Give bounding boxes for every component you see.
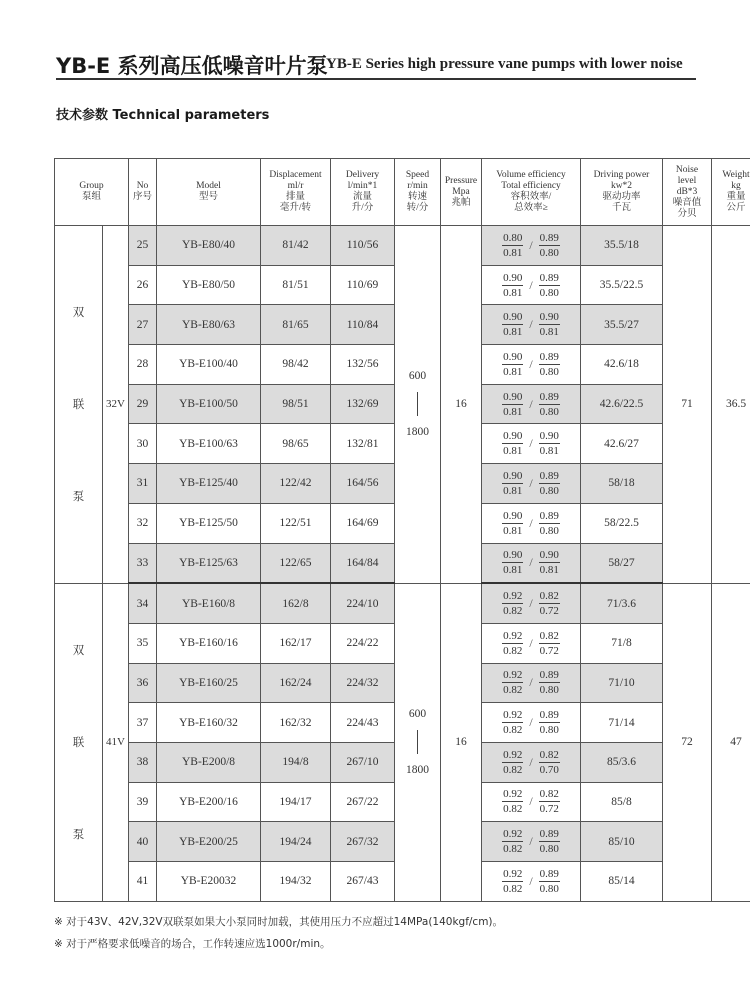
footnote: ※ 对于严格要求低噪音的场合，工作转速应选1000r/min。	[54, 938, 331, 950]
row-number: 41	[129, 862, 157, 902]
range-bar	[417, 392, 418, 416]
row-delivery: 267/22	[331, 782, 395, 822]
row-displacement: 122/65	[261, 543, 331, 583]
row-delivery: 224/43	[331, 703, 395, 743]
table-row	[55, 583, 750, 623]
total-efficiency-bottom: 0.80	[539, 524, 559, 537]
group-char: 双	[72, 305, 85, 320]
weight-cell: 47	[712, 583, 750, 901]
header-efficiency: Volume efficiency Total efficiency 容积效率/ 总效率≥	[482, 159, 581, 226]
volume-efficiency-top: 0.92	[503, 629, 523, 642]
volume-efficiency-bottom: 0.81	[503, 365, 523, 378]
volume-efficiency-top: 0.92	[503, 828, 523, 841]
volume-efficiency-top: 0.92	[503, 867, 523, 880]
volume-efficiency-top: 0.92	[503, 788, 523, 801]
group-char: 联	[72, 735, 85, 750]
row-driving-power: 71/14	[581, 703, 663, 743]
table-header-row	[55, 159, 750, 226]
row-model: YB-E200/25	[157, 822, 261, 862]
row-number: 39	[129, 782, 157, 822]
row-efficiency	[482, 503, 581, 543]
row-delivery: 132/81	[331, 424, 395, 464]
row-efficiency	[482, 345, 581, 385]
slash-separator: /	[529, 475, 533, 490]
total-efficiency-top: 0.82	[539, 629, 559, 642]
row-efficiency	[482, 862, 581, 902]
speed-max: 1800	[406, 426, 429, 439]
slash-separator: /	[529, 317, 533, 332]
total-efficiency-top: 0.89	[539, 828, 559, 841]
row-model: YB-E160/8	[157, 583, 261, 623]
total-efficiency-top: 0.89	[539, 867, 559, 880]
row-number: 29	[129, 384, 157, 424]
volume-efficiency-top: 0.90	[503, 549, 523, 562]
row-driving-power: 58/27	[581, 543, 663, 583]
row-delivery: 224/32	[331, 663, 395, 703]
row-displacement: 162/17	[261, 623, 331, 663]
row-driving-power: 85/14	[581, 862, 663, 902]
row-driving-power: 42.6/18	[581, 345, 663, 385]
row-number: 40	[129, 822, 157, 862]
row-model: YB-E80/40	[157, 226, 261, 266]
row-number: 38	[129, 742, 157, 782]
row-displacement: 122/42	[261, 464, 331, 504]
noise-cell: 72	[663, 583, 712, 901]
row-displacement: 81/51	[261, 265, 331, 305]
group-voltage-cell: 32V	[103, 226, 129, 584]
total-efficiency-bottom: 0.80	[539, 405, 559, 418]
slash-separator: /	[529, 356, 533, 371]
slash-separator: /	[529, 834, 533, 849]
total-efficiency-bottom: 0.81	[539, 564, 559, 577]
row-delivery: 164/56	[331, 464, 395, 504]
slash-separator: /	[529, 237, 533, 252]
header-model: Model 型号	[157, 159, 261, 226]
slash-separator: /	[529, 794, 533, 809]
slash-separator: /	[529, 873, 533, 888]
row-model: YB-E160/32	[157, 703, 261, 743]
total-efficiency-top: 0.90	[539, 549, 559, 562]
total-efficiency-top: 0.82	[539, 788, 559, 801]
row-delivery: 267/10	[331, 742, 395, 782]
volume-efficiency-bottom: 0.81	[503, 484, 523, 497]
row-efficiency	[482, 742, 581, 782]
row-number: 32	[129, 503, 157, 543]
speed-max: 1800	[406, 764, 429, 777]
total-efficiency-bottom: 0.80	[539, 365, 559, 378]
slash-separator: /	[529, 277, 533, 292]
volume-efficiency-bottom: 0.81	[503, 326, 523, 339]
slash-separator: /	[529, 436, 533, 451]
row-efficiency	[482, 226, 581, 266]
row-model: YB-E160/16	[157, 623, 261, 663]
row-number: 37	[129, 703, 157, 743]
total-efficiency-top: 0.89	[539, 669, 559, 682]
volume-efficiency-top: 0.80	[503, 231, 523, 244]
total-efficiency-bottom: 0.80	[539, 882, 559, 895]
row-model: YB-E100/63	[157, 424, 261, 464]
slash-separator: /	[529, 396, 533, 411]
volume-efficiency-bottom: 0.82	[503, 803, 523, 816]
total-efficiency-bottom: 0.81	[539, 445, 559, 458]
row-model: YB-E200/8	[157, 742, 261, 782]
row-number: 30	[129, 424, 157, 464]
total-efficiency-bottom: 0.80	[539, 843, 559, 856]
noise-cell: 71	[663, 226, 712, 584]
header-speed: Speed r/min 转速 转/分	[395, 159, 441, 226]
slash-separator: /	[529, 715, 533, 730]
row-driving-power: 42.6/22.5	[581, 384, 663, 424]
row-displacement: 98/51	[261, 384, 331, 424]
title-bar	[56, 50, 696, 80]
row-number: 31	[129, 464, 157, 504]
row-delivery: 132/56	[331, 345, 395, 385]
volume-efficiency-bottom: 0.82	[503, 684, 523, 697]
volume-efficiency-bottom: 0.81	[503, 564, 523, 577]
slash-separator: /	[529, 635, 533, 650]
row-efficiency	[482, 424, 581, 464]
group-char: 泵	[72, 489, 85, 504]
total-efficiency-top: 0.90	[539, 311, 559, 324]
volume-efficiency-top: 0.90	[503, 509, 523, 522]
table-body	[55, 226, 750, 902]
volume-efficiency-bottom: 0.82	[503, 843, 523, 856]
total-efficiency-bottom: 0.72	[539, 644, 559, 657]
volume-efficiency-top: 0.92	[503, 709, 523, 722]
row-displacement: 194/8	[261, 742, 331, 782]
row-driving-power: 85/10	[581, 822, 663, 862]
range-bar	[417, 730, 418, 754]
row-displacement: 81/65	[261, 305, 331, 345]
row-driving-power: 58/18	[581, 464, 663, 504]
row-efficiency	[482, 703, 581, 743]
row-number: 25	[129, 226, 157, 266]
total-efficiency-bottom: 0.80	[539, 286, 559, 299]
row-number: 26	[129, 265, 157, 305]
slash-separator: /	[529, 675, 533, 690]
row-delivery: 267/32	[331, 822, 395, 862]
row-efficiency	[482, 265, 581, 305]
row-driving-power: 71/8	[581, 623, 663, 663]
total-efficiency-top: 0.89	[539, 271, 559, 284]
page-title-english: YB-E Series high pressure vane pumps with lower noise	[326, 56, 683, 72]
header-displacement: Displacement ml/r 排量 毫升/转	[261, 159, 331, 226]
row-driving-power: 85/3.6	[581, 742, 663, 782]
table-row	[55, 226, 750, 266]
row-driving-power: 35.5/27	[581, 305, 663, 345]
group-char: 泵	[72, 827, 85, 842]
row-model: YB-E125/50	[157, 503, 261, 543]
row-efficiency	[482, 305, 581, 345]
row-number: 36	[129, 663, 157, 703]
group-char: 双	[72, 643, 85, 658]
row-efficiency	[482, 623, 581, 663]
row-number: 27	[129, 305, 157, 345]
row-efficiency	[482, 782, 581, 822]
volume-efficiency-top: 0.92	[503, 590, 523, 603]
volume-efficiency-top: 0.90	[503, 390, 523, 403]
total-efficiency-top: 0.89	[539, 350, 559, 363]
speed-range-cell	[395, 583, 441, 901]
volume-efficiency-bottom: 0.81	[503, 246, 523, 259]
row-model: YB-E80/63	[157, 305, 261, 345]
volume-efficiency-bottom: 0.81	[503, 286, 523, 299]
volume-efficiency-top: 0.90	[503, 469, 523, 482]
footnotes	[54, 911, 503, 955]
row-efficiency	[482, 384, 581, 424]
volume-efficiency-bottom: 0.82	[503, 644, 523, 657]
row-delivery: 224/22	[331, 623, 395, 663]
row-model: YB-E100/40	[157, 345, 261, 385]
row-delivery: 110/84	[331, 305, 395, 345]
row-displacement: 122/51	[261, 503, 331, 543]
row-driving-power: 85/8	[581, 782, 663, 822]
row-efficiency	[482, 822, 581, 862]
row-delivery: 132/69	[331, 384, 395, 424]
row-delivery: 224/10	[331, 583, 395, 623]
row-displacement: 194/24	[261, 822, 331, 862]
total-efficiency-bottom: 0.70	[539, 763, 559, 776]
volume-efficiency-top: 0.90	[503, 350, 523, 363]
total-efficiency-top: 0.89	[539, 709, 559, 722]
volume-efficiency-top: 0.90	[503, 311, 523, 324]
row-displacement: 194/17	[261, 782, 331, 822]
total-efficiency-bottom: 0.80	[539, 484, 559, 497]
volume-efficiency-bottom: 0.82	[503, 763, 523, 776]
volume-efficiency-bottom: 0.81	[503, 445, 523, 458]
row-displacement: 194/32	[261, 862, 331, 902]
slash-separator: /	[529, 555, 533, 570]
row-driving-power: 35.5/18	[581, 226, 663, 266]
header-weight: Weight kg 重量 公斤	[712, 159, 750, 226]
row-displacement: 162/32	[261, 703, 331, 743]
row-model: YB-E100/50	[157, 384, 261, 424]
header-driving-power: Driving power kw*2 驱动功率 千瓦	[581, 159, 663, 226]
slash-separator: /	[529, 596, 533, 611]
total-efficiency-bottom: 0.80	[539, 724, 559, 737]
row-efficiency	[482, 464, 581, 504]
speed-range-cell	[395, 226, 441, 584]
total-efficiency-top: 0.89	[539, 231, 559, 244]
volume-efficiency-bottom: 0.82	[503, 882, 523, 895]
row-model: YB-E80/50	[157, 265, 261, 305]
row-model: YB-E125/63	[157, 543, 261, 583]
total-efficiency-bottom: 0.80	[539, 246, 559, 259]
header-pressure: Pressure Mpa 兆帕	[441, 159, 482, 226]
row-number: 34	[129, 583, 157, 623]
header-no: No 序号	[129, 159, 157, 226]
volume-efficiency-bottom: 0.82	[503, 605, 523, 618]
group-type-cell	[55, 583, 103, 901]
row-delivery: 110/69	[331, 265, 395, 305]
row-model: YB-E200/16	[157, 782, 261, 822]
pressure-cell: 16	[441, 583, 482, 901]
technical-parameters-table	[54, 158, 750, 902]
header-noise: Noise level dB*3 噪音值 分贝	[663, 159, 712, 226]
row-driving-power: 71/3.6	[581, 583, 663, 623]
volume-efficiency-bottom: 0.81	[503, 524, 523, 537]
row-delivery: 267/43	[331, 862, 395, 902]
row-displacement: 81/42	[261, 226, 331, 266]
row-displacement: 98/42	[261, 345, 331, 385]
speed-min: 600	[408, 708, 427, 721]
group-type-cell	[55, 226, 103, 584]
total-efficiency-top: 0.89	[539, 390, 559, 403]
total-efficiency-top: 0.89	[539, 469, 559, 482]
pressure-cell: 16	[441, 226, 482, 584]
row-model: YB-E125/40	[157, 464, 261, 504]
row-number: 35	[129, 623, 157, 663]
row-driving-power: 35.5/22.5	[581, 265, 663, 305]
row-number: 33	[129, 543, 157, 583]
row-model: YB-E20032	[157, 862, 261, 902]
total-efficiency-top: 0.89	[539, 509, 559, 522]
row-displacement: 162/24	[261, 663, 331, 703]
total-efficiency-top: 0.90	[539, 430, 559, 443]
row-delivery: 110/56	[331, 226, 395, 266]
header-group: Group 泵组	[55, 159, 129, 226]
row-displacement: 98/65	[261, 424, 331, 464]
total-efficiency-top: 0.82	[539, 748, 559, 761]
volume-efficiency-top: 0.92	[503, 748, 523, 761]
volume-efficiency-bottom: 0.82	[503, 724, 523, 737]
volume-efficiency-top: 0.90	[503, 430, 523, 443]
row-efficiency	[482, 543, 581, 583]
row-displacement: 162/8	[261, 583, 331, 623]
row-delivery: 164/69	[331, 503, 395, 543]
row-driving-power: 58/22.5	[581, 503, 663, 543]
section-subtitle: 技术参数 Technical parameters	[56, 108, 270, 123]
volume-efficiency-top: 0.90	[503, 271, 523, 284]
row-number: 28	[129, 345, 157, 385]
page-title: YB-E 系列高压低噪音叶片泵	[56, 54, 328, 78]
total-efficiency-bottom: 0.80	[539, 684, 559, 697]
row-driving-power: 71/10	[581, 663, 663, 703]
total-efficiency-bottom: 0.72	[539, 803, 559, 816]
footnote: ※ 对于43V、42V,32V双联泵如果大小泵同时加载，其使用压力不应超过14MPa(140kgf/cm)。	[54, 916, 504, 928]
speed-min: 600	[408, 370, 427, 383]
row-model: YB-E160/25	[157, 663, 261, 703]
group-char: 联	[72, 397, 85, 412]
total-efficiency-top: 0.82	[539, 590, 559, 603]
row-delivery: 164/84	[331, 543, 395, 583]
total-efficiency-bottom: 0.81	[539, 326, 559, 339]
slash-separator: /	[529, 515, 533, 530]
slash-separator: /	[529, 754, 533, 769]
group-voltage-cell: 41V	[103, 583, 129, 901]
row-driving-power: 42.6/27	[581, 424, 663, 464]
row-efficiency	[482, 583, 581, 623]
volume-efficiency-top: 0.92	[503, 669, 523, 682]
volume-efficiency-bottom: 0.81	[503, 405, 523, 418]
total-efficiency-bottom: 0.72	[539, 605, 559, 618]
row-efficiency	[482, 663, 581, 703]
weight-cell: 36.5	[712, 226, 750, 584]
header-delivery: Delivery l/min*1 流量 升/分	[331, 159, 395, 226]
